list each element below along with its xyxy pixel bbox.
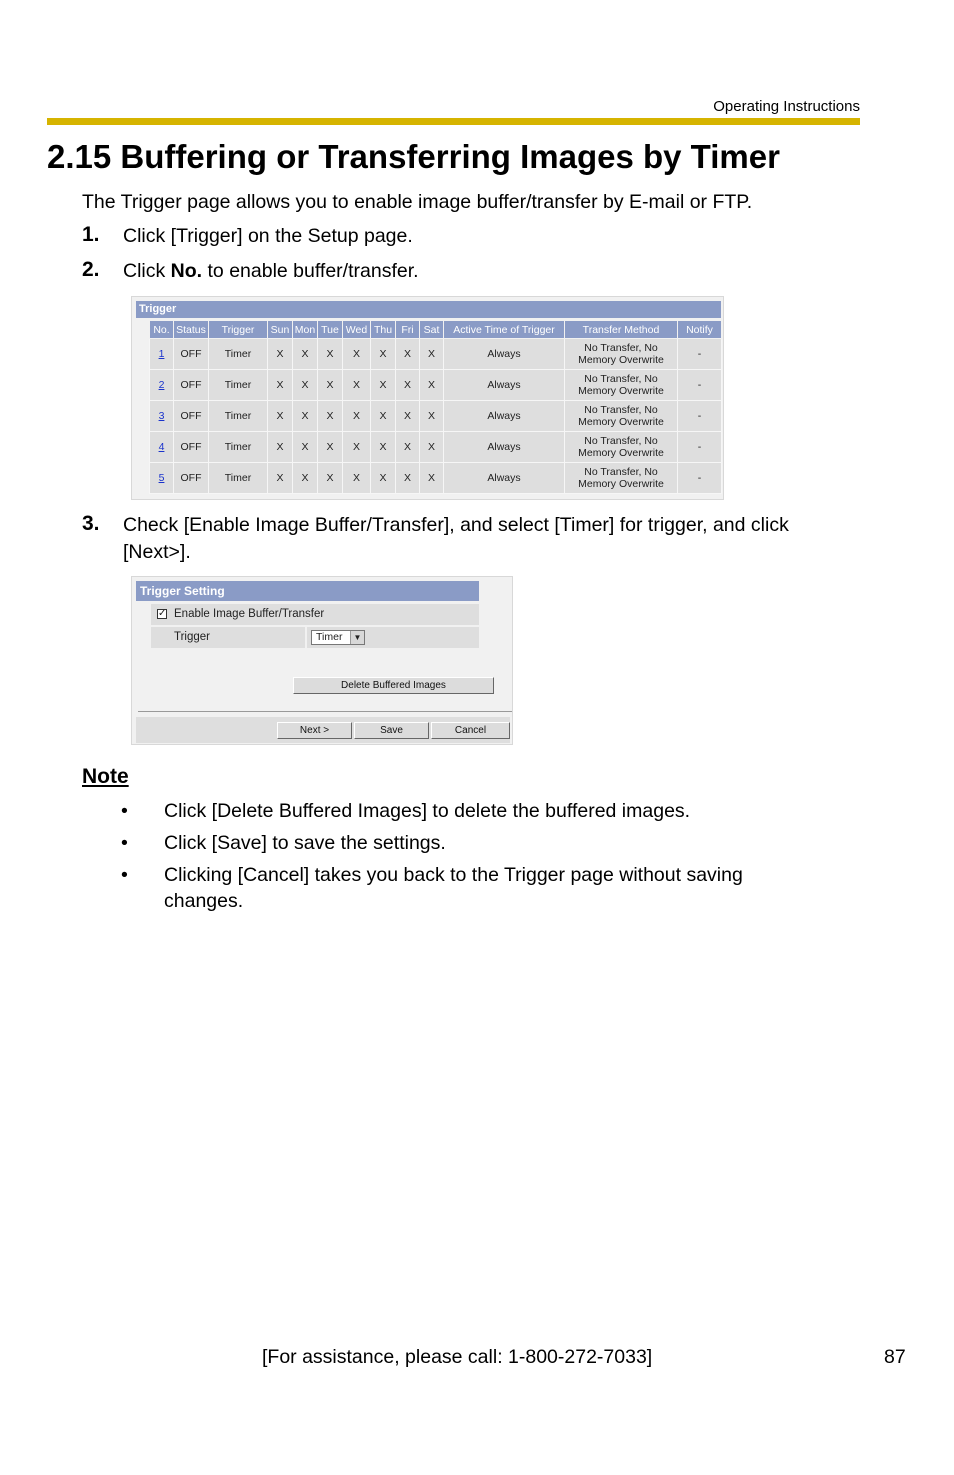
step-text xyxy=(123,260,419,283)
table-cell: Timer xyxy=(209,401,268,432)
table-row xyxy=(150,401,722,432)
column-header: No. xyxy=(150,321,174,339)
trigger-setting-screenshot xyxy=(131,576,513,745)
table-cell: Timer xyxy=(209,370,268,401)
step-number: 3. xyxy=(82,512,100,535)
table-cell: OFF xyxy=(174,370,209,401)
table-cell: X xyxy=(371,463,396,494)
table-row xyxy=(150,463,722,494)
page-number: 87 xyxy=(884,1346,906,1368)
trigger-page-screenshot xyxy=(131,296,724,500)
table-cell: X xyxy=(343,432,371,463)
table-cell: X xyxy=(318,463,343,494)
enable-label: Enable Image Buffer/Transfer xyxy=(174,608,325,620)
table-cell: Timer xyxy=(209,432,268,463)
trigger-table xyxy=(149,320,722,494)
step-number: 2. xyxy=(82,258,100,281)
trigger-setting-heading: Trigger Setting xyxy=(136,581,479,601)
table-cell: X xyxy=(318,401,343,432)
table-cell: No Transfer, No Memory Overwrite xyxy=(565,339,678,370)
trigger-label-cell xyxy=(151,627,305,648)
table-cell: X xyxy=(293,370,318,401)
column-header: Status xyxy=(174,321,209,339)
note-heading: Note xyxy=(82,765,129,788)
table-cell: X xyxy=(396,401,420,432)
enable-checkbox[interactable]: ✓ xyxy=(158,608,167,619)
table-cell: X xyxy=(396,370,420,401)
table-row xyxy=(150,339,722,370)
table-cell: X xyxy=(268,463,293,494)
trigger-label: Trigger xyxy=(174,631,210,643)
trigger-select[interactable] xyxy=(311,630,365,645)
table-cell: X xyxy=(293,401,318,432)
table-cell: X xyxy=(396,432,420,463)
table-cell: X xyxy=(371,401,396,432)
chevron-down-icon[interactable]: ▼ xyxy=(350,631,364,644)
table-cell: X xyxy=(396,463,420,494)
trigger-select-cell xyxy=(307,627,479,648)
trigger-number-link[interactable]: 1 xyxy=(150,339,174,370)
cancel-button[interactable]: Cancel xyxy=(431,722,510,739)
table-cell: X xyxy=(318,339,343,370)
column-header: Trigger xyxy=(209,321,268,339)
column-header: Sat xyxy=(420,321,444,339)
table-cell: Timer xyxy=(209,463,268,494)
column-header: Thu xyxy=(371,321,396,339)
step-text-plain: Click xyxy=(123,260,171,282)
table-cell: X xyxy=(396,339,420,370)
table-cell: Always xyxy=(444,463,565,494)
table-cell: OFF xyxy=(174,401,209,432)
note-item: Click [Delete Buffered Images] to delete the buffered images. xyxy=(164,800,691,822)
delete-buffered-images-button[interactable]: Delete Buffered Images xyxy=(293,677,494,694)
table-cell: X xyxy=(268,339,293,370)
note-item: Clicking [Cancel] takes you back to the Trigger page without saving xyxy=(164,864,743,886)
bullet-icon: • xyxy=(121,800,128,822)
trigger-select-value: Timer xyxy=(316,631,343,643)
table-cell: X xyxy=(293,339,318,370)
column-header: Notify xyxy=(678,321,722,339)
step-text: Click [Trigger] on the Setup page. xyxy=(123,225,413,247)
table-cell: - xyxy=(678,370,722,401)
trigger-heading: Trigger xyxy=(136,301,721,318)
trigger-number-link[interactable]: 4 xyxy=(150,432,174,463)
table-cell: X xyxy=(420,463,444,494)
table-cell: Always xyxy=(444,401,565,432)
table-cell: No Transfer, No Memory Overwrite xyxy=(565,370,678,401)
table-cell: X xyxy=(371,370,396,401)
table-cell: X xyxy=(268,370,293,401)
table-cell: No Transfer, No Memory Overwrite xyxy=(565,432,678,463)
divider xyxy=(138,711,512,712)
running-header: Operating Instructions xyxy=(713,98,860,115)
column-header: Transfer Method xyxy=(565,321,678,339)
table-cell: No Transfer, No Memory Overwrite xyxy=(565,401,678,432)
column-header: Active Time of Trigger xyxy=(444,321,565,339)
trigger-number-link[interactable]: 2 xyxy=(150,370,174,401)
table-cell: X xyxy=(420,339,444,370)
step-text-bold: No. xyxy=(170,260,203,282)
table-cell: - xyxy=(678,339,722,370)
table-cell: X xyxy=(293,463,318,494)
table-cell: OFF xyxy=(174,432,209,463)
column-header: Mon xyxy=(293,321,318,339)
step-text: [Next>]. xyxy=(123,541,191,563)
table-cell: - xyxy=(678,432,722,463)
save-button[interactable]: Save xyxy=(354,722,429,739)
table-cell: X xyxy=(420,370,444,401)
step-text-plain: to enable buffer/transfer. xyxy=(202,260,419,282)
step-text: Check [Enable Image Buffer/Transfer], and select [Timer] for trigger, and click xyxy=(123,514,789,536)
column-header: Fri xyxy=(396,321,420,339)
table-cell: X xyxy=(318,370,343,401)
table-cell: X xyxy=(371,339,396,370)
table-cell: X xyxy=(371,432,396,463)
enable-row xyxy=(151,604,479,625)
trigger-number-link[interactable]: 3 xyxy=(150,401,174,432)
table-cell: X xyxy=(268,432,293,463)
table-cell: X xyxy=(343,339,371,370)
next-button[interactable]: Next > xyxy=(277,722,352,739)
table-row xyxy=(150,370,722,401)
section-title: 2.15 Buffering or Transferring Images by Timer xyxy=(47,138,780,175)
table-cell: X xyxy=(420,401,444,432)
column-header: Tue xyxy=(318,321,343,339)
column-header: Sun xyxy=(268,321,293,339)
assistance-footer: [For assistance, please call: 1-800-272-7033] xyxy=(262,1346,653,1368)
intro-paragraph: The Trigger page allows you to enable image buffer/transfer by E-mail or FTP. xyxy=(82,191,753,213)
table-row xyxy=(150,432,722,463)
table-cell: No Transfer, No Memory Overwrite xyxy=(565,463,678,494)
table-cell: Always xyxy=(444,339,565,370)
step-number: 1. xyxy=(82,223,100,246)
table-cell: OFF xyxy=(174,339,209,370)
bullet-icon: • xyxy=(121,864,128,886)
table-cell: X xyxy=(318,432,343,463)
table-cell: Timer xyxy=(209,339,268,370)
header-rule xyxy=(47,118,860,125)
table-cell: - xyxy=(678,401,722,432)
table-cell: X xyxy=(343,463,371,494)
table-cell: OFF xyxy=(174,463,209,494)
table-cell: - xyxy=(678,463,722,494)
table-cell: X xyxy=(420,432,444,463)
table-cell: Always xyxy=(444,432,565,463)
trigger-number-link[interactable]: 5 xyxy=(150,463,174,494)
table-cell: X xyxy=(293,432,318,463)
bullet-icon: • xyxy=(121,832,128,854)
table-cell: X xyxy=(268,401,293,432)
note-item-continued: changes. xyxy=(164,890,244,912)
column-header: Wed xyxy=(343,321,371,339)
table-cell: X xyxy=(343,370,371,401)
table-cell: Always xyxy=(444,370,565,401)
table-cell: X xyxy=(343,401,371,432)
note-item: Click [Save] to save the settings. xyxy=(164,832,446,854)
